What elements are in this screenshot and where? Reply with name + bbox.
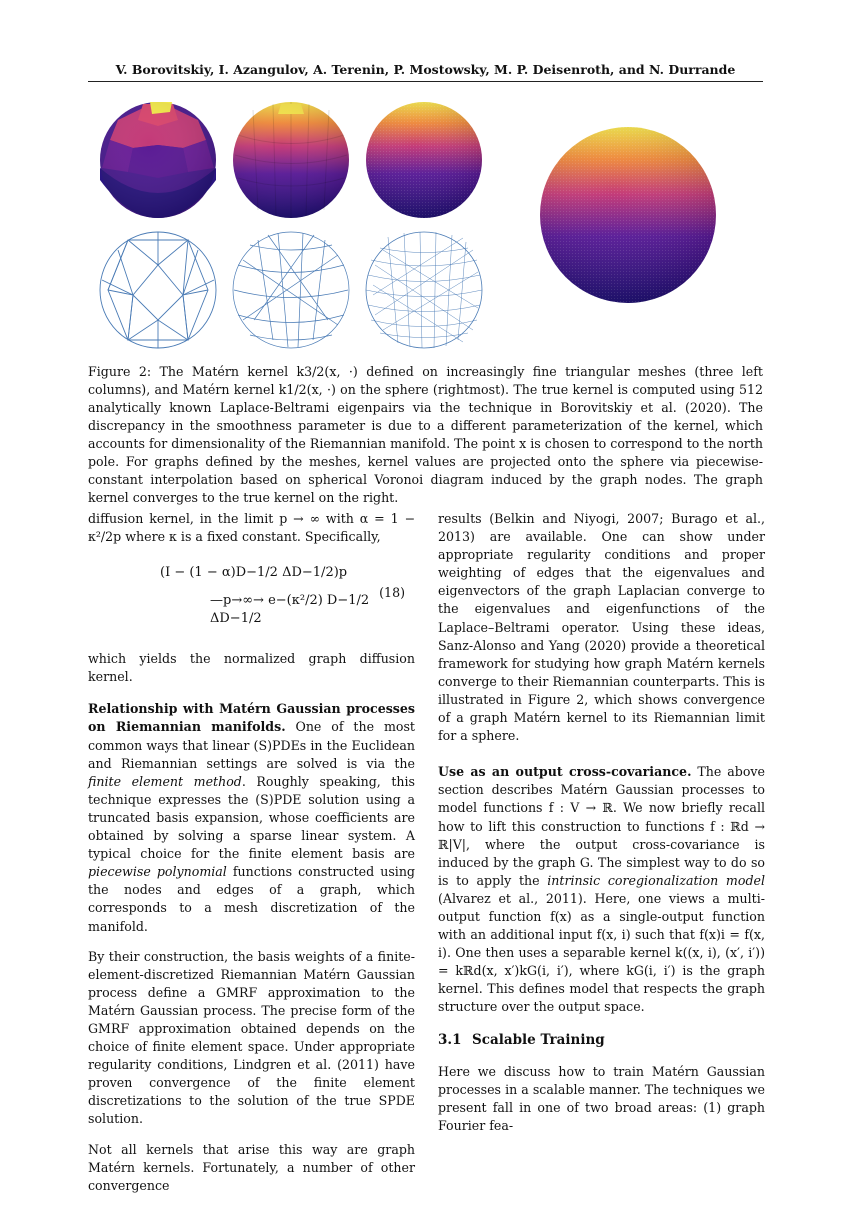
equation-line-1: (I − (1 − α)D−1/2 ΔD−1/2)p	[160, 565, 348, 581]
sphere-fine-mesh	[366, 102, 482, 218]
paragraph-convergence-results: results (Belkin and Niyogi, 2007; Burago et al., 2013) are available. One can show under appropriate regularity conditions and proper weighting of edges that the eigenvalues and eigenvectors of the graph Laplacian converge to the eigenvalues and eigenfunctions of the Laplace–Beltrami operator. Using these ideas, Sanz-Alonso and Yang (2020) provide a theoretical framework for studying how graph Matérn kernels converge to their Riemannian counterparts. This is illustrated in Figure 2, which shows convergence of a graph Matérn kernel to its Riemannian limit for a sphere.	[438, 511, 765, 744]
running-header: V. Borovitskiy, I. Azangulov, A. Terenin, P. Mostowsky, M. P. Deisenroth, and N. Durrande	[88, 62, 763, 82]
paragraph-riemannian	[88, 700, 415, 935]
paragraph-scalable-training: Here we discuss how to train Matérn Gaussian processes in a scalable manner. The techniques we present fall in one of two broad areas: (1) graph Fourier fea-	[438, 1063, 765, 1133]
text-run-italic: finite element method	[88, 773, 242, 789]
wireframe-fine	[366, 232, 482, 348]
paragraph-gmrf: By their construction, the basis weights of a finite-element-discretized Riemannian Matérn Gaussian process define a GMRF approximation to the Matérn Gaussian process. The precise form of the GMRF approximation obtained depends on the choice of finite element space. Under appropriate regularity conditions, Lindgren et al. (2011) have proven convergence of the finite element discretizations to the solution of the true SPDE solution.	[88, 948, 415, 1127]
paragraph-diffusion-limit: diffusion kernel, in the limit p → ∞ with α = 1 − κ²/2p where κ is a fixed constant. Specifically,	[88, 511, 415, 545]
section-number: 3.1	[438, 1031, 462, 1048]
text-run: (Alvarez et al., 2011). Here, one views a multi-output function f(x) as a single-output function with an additional input f(x, i) such that f(x)i = f(x, i). One then uses a separable kernel k((x, i), (x′, i′)) = kℝd(x, x′)kG(i, i′), where kG(i, i′) is the graph kernel. This defines model that respects the graph structure over the output space.	[438, 890, 765, 1015]
equation-18	[88, 558, 415, 644]
paragraph-heading: Use as an output cross-covariance.	[438, 764, 692, 780]
paragraph-normalized-kernel: which yields the normalized graph diffusion kernel.	[88, 651, 415, 685]
text-run: One of the most common ways that linear (S)PDEs in the Euclidean and Riemannian settings are solved is via the	[88, 719, 415, 771]
sphere-medium-mesh	[233, 102, 349, 218]
paragraph-heading: Relationship with Matérn Gaussian processes on Riemannian manifolds.	[88, 701, 415, 735]
paragraph-output-covariance	[438, 763, 765, 1016]
sphere-coarse-mesh	[100, 102, 216, 218]
text-run-italic: intrinsic coregionalization model	[547, 872, 766, 888]
text-run: The above section describes Matérn Gaussian processes to model functions f : V → ℝ. We now briefly recall how to lift this construction to functions f : ℝd → ℝ|V|, where the output cross-covariance is induced by the graph G. The simplest way to do so is to apply the	[438, 764, 765, 888]
paragraph-convergence: Not all kernels that arise this way are graph Matérn kernels. Fortunately, a number of other convergence	[88, 1141, 415, 1193]
wireframe-medium	[233, 232, 349, 348]
text-run: functions constructed using the nodes and edges of a graph, which corresponds to a mesh discretization of the manifold.	[88, 864, 415, 934]
section-heading	[438, 1031, 765, 1049]
figure-caption: Figure 2: The Matérn kernel k3/2(x, ·) defined on increasingly fine triangular meshes (three left columns), and Matérn kernel k1/2(x, ·) on the sphere (rightmost). The true kernel is computed using 512 analytically known Laplace-Beltrami eigenpairs via the technique in Borovitskiy et al. (2020). The discrepancy in the smoothness parameter is due to a different parameterization of the kernel, which accounts for dimensionality of the Riemannian manifold. The point x is chosen to correspond to the north pole. For graphs defined by the meshes, kernel values are projected onto the sphere via piecewise-constant interpolation based on spherical Voronoi diagram induced by the graph nodes. The graph kernel converges to the true kernel on the right.	[88, 364, 763, 505]
equation-number: (18)	[379, 585, 405, 601]
wireframe-coarse	[100, 232, 216, 348]
sphere-true-kernel	[540, 127, 716, 303]
text-run-italic: piecewise polynomial	[88, 864, 227, 880]
text-run: . Roughly speaking, this technique expresses the (S)PDE solution using a truncated basis expansion, whose coefficients are obtained by solving a sparse linear system. A typical choice for the finite element basis are	[88, 773, 415, 862]
section-title: Scalable Training	[472, 1031, 605, 1048]
right-column	[438, 510, 765, 1147]
figure-2-graphic	[88, 90, 763, 360]
left-column	[88, 510, 415, 1207]
equation-line-2: —p→∞→ e−(κ²/2) D−1/2 ΔD−1/2	[210, 593, 370, 627]
figure-2	[88, 90, 763, 360]
